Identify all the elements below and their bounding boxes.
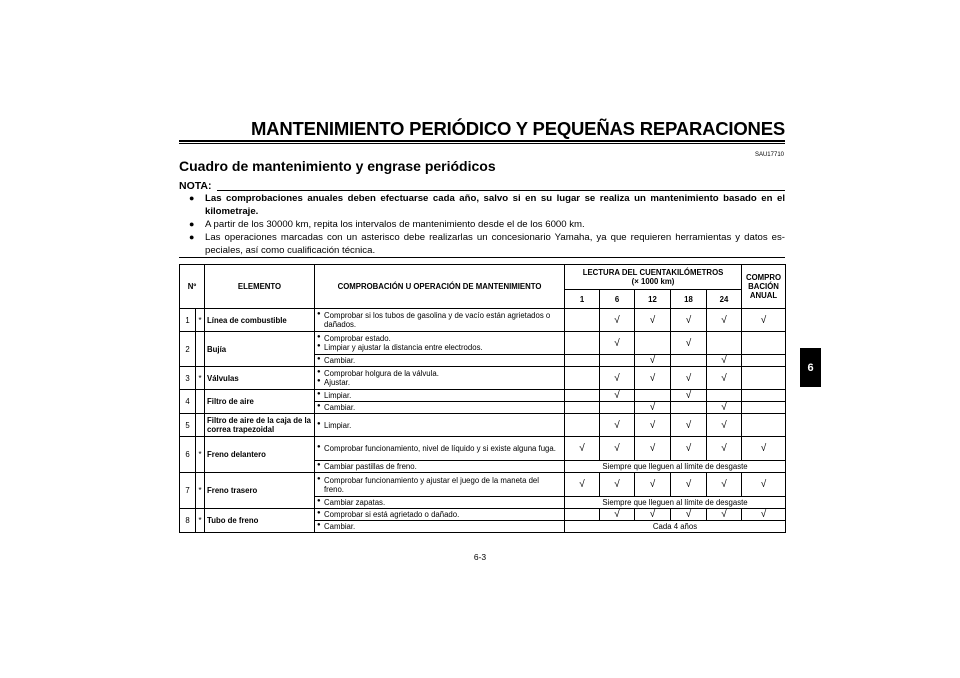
note-rule: [217, 190, 785, 191]
note-label: NOTA:: [179, 180, 212, 192]
check-mark: √: [600, 509, 635, 521]
check-mark: √: [635, 509, 671, 521]
header-element: ELEMENTO: [205, 265, 315, 309]
table-row: 3 * Válvulas ● Comprobar holgura de la válvula. ● Ajustar. √ √ √ √: [180, 367, 786, 390]
check-mark: √: [635, 355, 671, 367]
header-km-12: 12: [635, 290, 671, 309]
check-mark: √: [600, 390, 635, 402]
table-row: ● Cambiar zapatas. Siempre que lleguen al límite de desgaste: [180, 497, 786, 509]
document-code: SAU17710: [754, 152, 784, 158]
bullet-icon: ●: [189, 232, 195, 242]
bullet-icon: ●: [317, 475, 321, 482]
check-mark: √: [671, 390, 707, 402]
header-odometer-unit: (× 1000 km): [631, 277, 675, 286]
check-mark: √: [742, 473, 786, 497]
note-item-1: ● Las comprobaciones anuales deben efectuarse cada año, salvo si en su lugar se realiza un mantenimiento basado en el kilometraje.: [189, 193, 785, 217]
table-row: ● Cambiar. √ √: [180, 355, 786, 367]
table-row: 7 * Freno trasero ● Comprobar funcionamiento y ajustar el juego de la maneta del freno. √ √ √ √ √ √: [180, 473, 786, 497]
header-row: [180, 265, 786, 290]
header-operation: COMPROBACIÓN U OPERACIÓN DE MANTENIMIENTO: [315, 265, 565, 309]
check-mark: √: [707, 509, 742, 521]
table-row: 6 * Freno delantero ● Comprobar funcionamiento, nivel de líquido y si existe alguna fuga. √ √ √ √ √ √: [180, 437, 786, 461]
page-title: MANTENIMIENTO PERIÓDICO Y PEQUEÑAS REPARACIONES: [250, 118, 785, 139]
note-end-rule: [179, 257, 785, 258]
check-mark: √: [671, 509, 707, 521]
bullet-icon: ●: [317, 343, 321, 349]
bullet-icon: ●: [317, 369, 321, 375]
check-mark: √: [565, 437, 600, 461]
bullet-icon: ●: [317, 510, 321, 516]
bullet-icon: ●: [317, 334, 321, 340]
check-mark: √: [600, 473, 635, 497]
check-mark: √: [707, 473, 742, 497]
header-km-1: 1: [565, 290, 600, 309]
check-mark: √: [635, 414, 671, 437]
check-mark: √: [635, 402, 671, 414]
check-mark: √: [707, 402, 742, 414]
check-mark: √: [707, 309, 742, 332]
note-item-3: ● Las operaciones marcadas con un asterisco debe realizarlas un concesionario Yamaha, ya que requieren herramientas y datos es-peciales, así como cualificación técnica.: [189, 232, 785, 256]
check-mark: √: [600, 414, 635, 437]
check-mark: √: [707, 414, 742, 437]
header-num: Nº: [180, 265, 205, 309]
bullet-icon: ●: [317, 356, 321, 362]
check-mark: √: [600, 309, 635, 332]
check-mark: √: [742, 437, 786, 461]
check-mark: √: [671, 309, 707, 332]
check-mark: √: [671, 414, 707, 437]
bullet-icon: ●: [317, 420, 321, 427]
header-odometer-title: LECTURA DEL CUENTAKILÓMETROS: [582, 268, 724, 277]
check-mark: √: [671, 367, 707, 390]
chapter-tab: 6: [800, 348, 821, 387]
table-row: 2 Bujía ● Comprobar estado. ● Limpiar y ajustar la distancia entre electrodos. √ √: [180, 332, 786, 355]
bullet-icon: ●: [317, 311, 321, 317]
bullet-icon: ●: [317, 403, 321, 409]
check-mark: √: [742, 309, 786, 332]
bullet-icon: ●: [189, 193, 195, 203]
check-mark: √: [671, 332, 707, 355]
check-mark: √: [600, 437, 635, 461]
header-km-6: 6: [600, 290, 635, 309]
check-mark: √: [635, 437, 671, 461]
header-km-18: 18: [671, 290, 707, 309]
table-row: ● Cambiar pastillas de freno. Siempre que lleguen al límite de desgaste: [180, 461, 786, 473]
check-mark: √: [635, 473, 671, 497]
bullet-icon: ●: [317, 444, 321, 450]
title-rule-thin: [179, 143, 785, 144]
table-row: 5 Filtro de aire de la caja de la correa trapezoidal ● Limpiar. √ √ √ √: [180, 414, 786, 437]
header-annual: COMPRO BACIÓN ANUAL: [742, 265, 786, 309]
check-mark: √: [707, 355, 742, 367]
header-km-24: 24: [707, 290, 742, 309]
interval-note: Siempre que lleguen al límite de desgaste: [565, 497, 786, 509]
title-rule: [179, 140, 785, 142]
table-row: 1 * Línea de combustible ● Comprobar si los tubos de gasolina y de vacío están agrietados o dañados. √ √ √ √ √: [180, 309, 786, 332]
table-row: 4 Filtro de aire ● Limpiar. √ √: [180, 390, 786, 402]
interval-note: Cada 4 años: [565, 521, 786, 533]
header-odometer: [565, 265, 742, 290]
interval-note: Siempre que lleguen al límite de desgaste: [565, 461, 786, 473]
check-mark: √: [707, 367, 742, 390]
maintenance-table: [179, 264, 786, 533]
table-row: ● Cambiar. Cada 4 años: [180, 521, 786, 533]
check-mark: √: [635, 309, 671, 332]
check-mark: √: [671, 437, 707, 461]
check-mark: √: [707, 437, 742, 461]
table-row: 8 * Tubo de freno ● Comprobar si está agrietado o dañado. √ √ √ √ √: [180, 509, 786, 521]
check-mark: √: [600, 367, 635, 390]
bullet-icon: ●: [317, 378, 321, 384]
check-mark: √: [671, 473, 707, 497]
section-title: Cuadro de mantenimiento y engrase periódicos: [179, 158, 496, 174]
check-mark: √: [565, 473, 600, 497]
bullet-icon: ●: [317, 462, 321, 468]
bullet-icon: ●: [189, 219, 195, 229]
check-mark: √: [742, 509, 786, 521]
bullet-icon: ●: [317, 391, 321, 397]
table-row: ● Cambiar. √ √: [180, 402, 786, 414]
check-mark: √: [600, 332, 635, 355]
bullet-icon: ●: [317, 498, 321, 504]
bullet-icon: ●: [317, 522, 321, 528]
page-number: 6-3: [473, 552, 487, 562]
check-mark: √: [635, 367, 671, 390]
note-item-2: ● A partir de los 30000 km, repita los intervalos de mantenimiento desde el de los 6000 km.: [189, 219, 585, 230]
